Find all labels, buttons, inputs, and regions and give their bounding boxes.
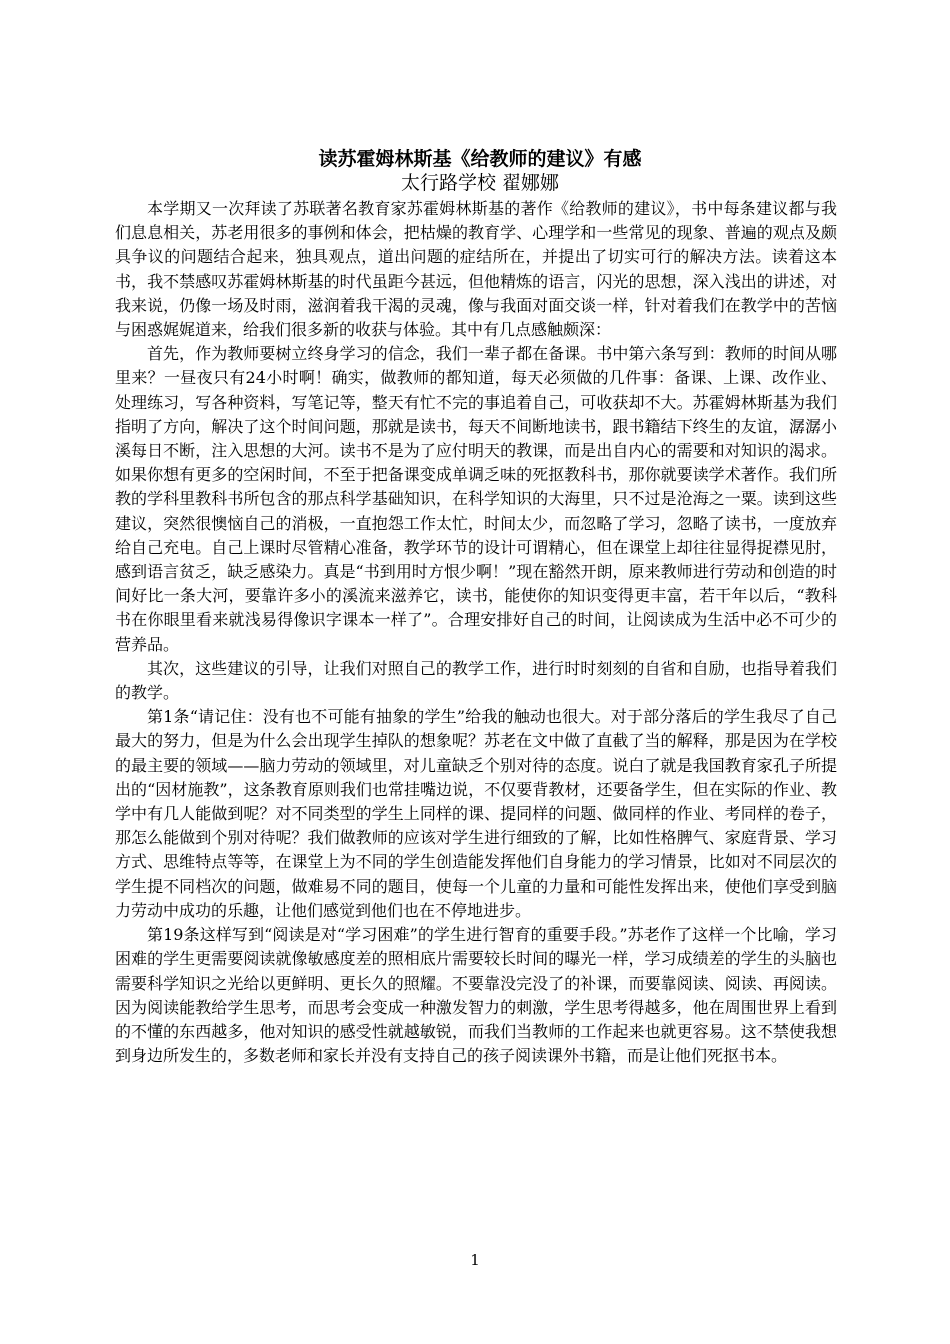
author-line: 太行路学校 翟娜娜 — [400, 172, 560, 194]
page-number: 1 — [470, 1251, 480, 1269]
paragraph-article-19: 第19条这样写到“阅读是对“学习困难”的学生进行智育的重要手段。”苏老作了这样一个比喻，学习困难的学生更需要阅读就像敏感度差的照相底片需要较长时间的曝光一样，学习成绩差的学生的头脑也需要科学知识之光给以更鲜明、更长久的照耀。不要靠没完没了的补课，而要靠阅读、阅读、再阅读。因为阅读能教给学生思考，而思考会变成一种激发智力的刺激，学生思考得越多，他在周围世界上看到的不懂的东西越多，他对知识的感受性就越敏锐，而我们当教师的工作起来也就更容易。这不禁使我想到身边所发生的，多数老师和家长并没有支持自己的孩子阅读课外书籍，而是让他们死抠书本。 — [115, 925, 837, 1066]
document-title: 读苏霍姆林斯基《给教师的建议》有感 — [318, 148, 642, 170]
paragraph-article-1: 第1条“请记住：没有也不可能有抽象的学生”给我的触动也很大。对于部分落后的学生我尽了自己最大的努力，但是为什么会出现学生掉队的想象呢？苏老在文中做了直截了当的解释，那是因为在学校的最主要的领域——脑力劳动的领域里，对儿童缺乏个别对待的态度。说白了就是我国教育家孔子所提出的“因材施教”，这条教育原则我们也常挂嘴边说，不仅要背教材，还要备学生，但在实际的作业、教学中有几人能做到呢？对不同类型的学生上同样的课、提同样的问题、做同样的作业、考同样的卷子，那怎么能做到个别对待呢？我们做教师的应该对学生进行细致的了解，比如性格脾气、家庭背景、学习方式、思维特点等等，在课堂上为不同的学生创造能发挥他们自身能力的学习情景，比如对不同层次的学生提不同档次的问题，做难易不同的题目，使每一个儿童的力量和可能性发挥出来，使他们享受到脑力劳动中成功的乐趣，让他们感觉到他们也在不停地进步。 — [115, 707, 837, 920]
paragraph-intro: 本学期又一次拜读了苏联著名教育家苏霍姆林斯基的著作《给教师的建议》，书中每条建议都与我们息息相关，苏老用很多的事例和体会，把枯燥的教育学、心理学和一些常见的现象、普遍的观点及颇具争议的问题结合起来，独具观点，道出问题的症结所在，并提出了切实可行的解决方法。读着这本书，我不禁感叹苏霍姆林斯基的时代虽距今甚远，但他精炼的语言，闪光的思想，深入浅出的讲述，对我来说，仍像一场及时雨，滋润着我干渴的灵魂，像与我面对面交谈一样，针对着我们在教学中的苦恼与困惑娓娓道来，给我们很多新的收获与体验。其中有几点感触颇深： — [115, 199, 837, 340]
paragraph-second-point: 其次，这些建议的引导，让我们对照自己的教学工作，进行时时刻刻的自省和自励，也指导着我们的教学。 — [115, 658, 837, 703]
paragraph-first-point: 首先，作为教师要树立终身学习的信念，我们一辈子都在备课。书中第六条写到：教师的时间从哪里来？一昼夜只有24小时啊！确实，做教师的都知道，每天必须做的几件事：备课、上课、改作业、处理练习，写各种资料，写笔记等，整天有忙不完的事追着自己，可收获却不大。苏霍姆林斯基为我们指明了方向，解决了这个时间问题，那就是读书，每天不间断地读书，跟书籍结下终生的友谊，潺潺小溪每日不断，注入思想的大河。读书不是为了应付明天的教课，而是出自内心的需要和对知识的渴求。如果你想有更多的空闲时间，不至于把备课变成单调乏味的死抠教科书，那你就要读学术著作。我们所教的学科里教科书所包含的那点科学基础知识，在科学知识的大海里，只不过是沧海之一粟。读到这些建议，突然很懊恼自己的消极，一直抱怨工作太忙，时间太少，而忽略了学习，忽略了读书，一度放弃给自己充电。自己上课时尽管精心准备，教学环节的设计可谓精心，但在课堂上却往往显得捉襟见肘，感到语言贫乏，缺乏感染力。真是“书到用时方恨少啊！”现在豁然开朗，原来教师进行劳动和创造的时间好比一条大河，要靠许多小的溪流来滋养它，读书，能使你的知识变得更丰富，若干年以后，“教科书在你眼里看来就浅易得像识字课本一样了”。合理安排好自己的时间，让阅读成为生活中必不可少的营养品。 — [115, 344, 837, 654]
document-body — [115, 146, 837, 1068]
